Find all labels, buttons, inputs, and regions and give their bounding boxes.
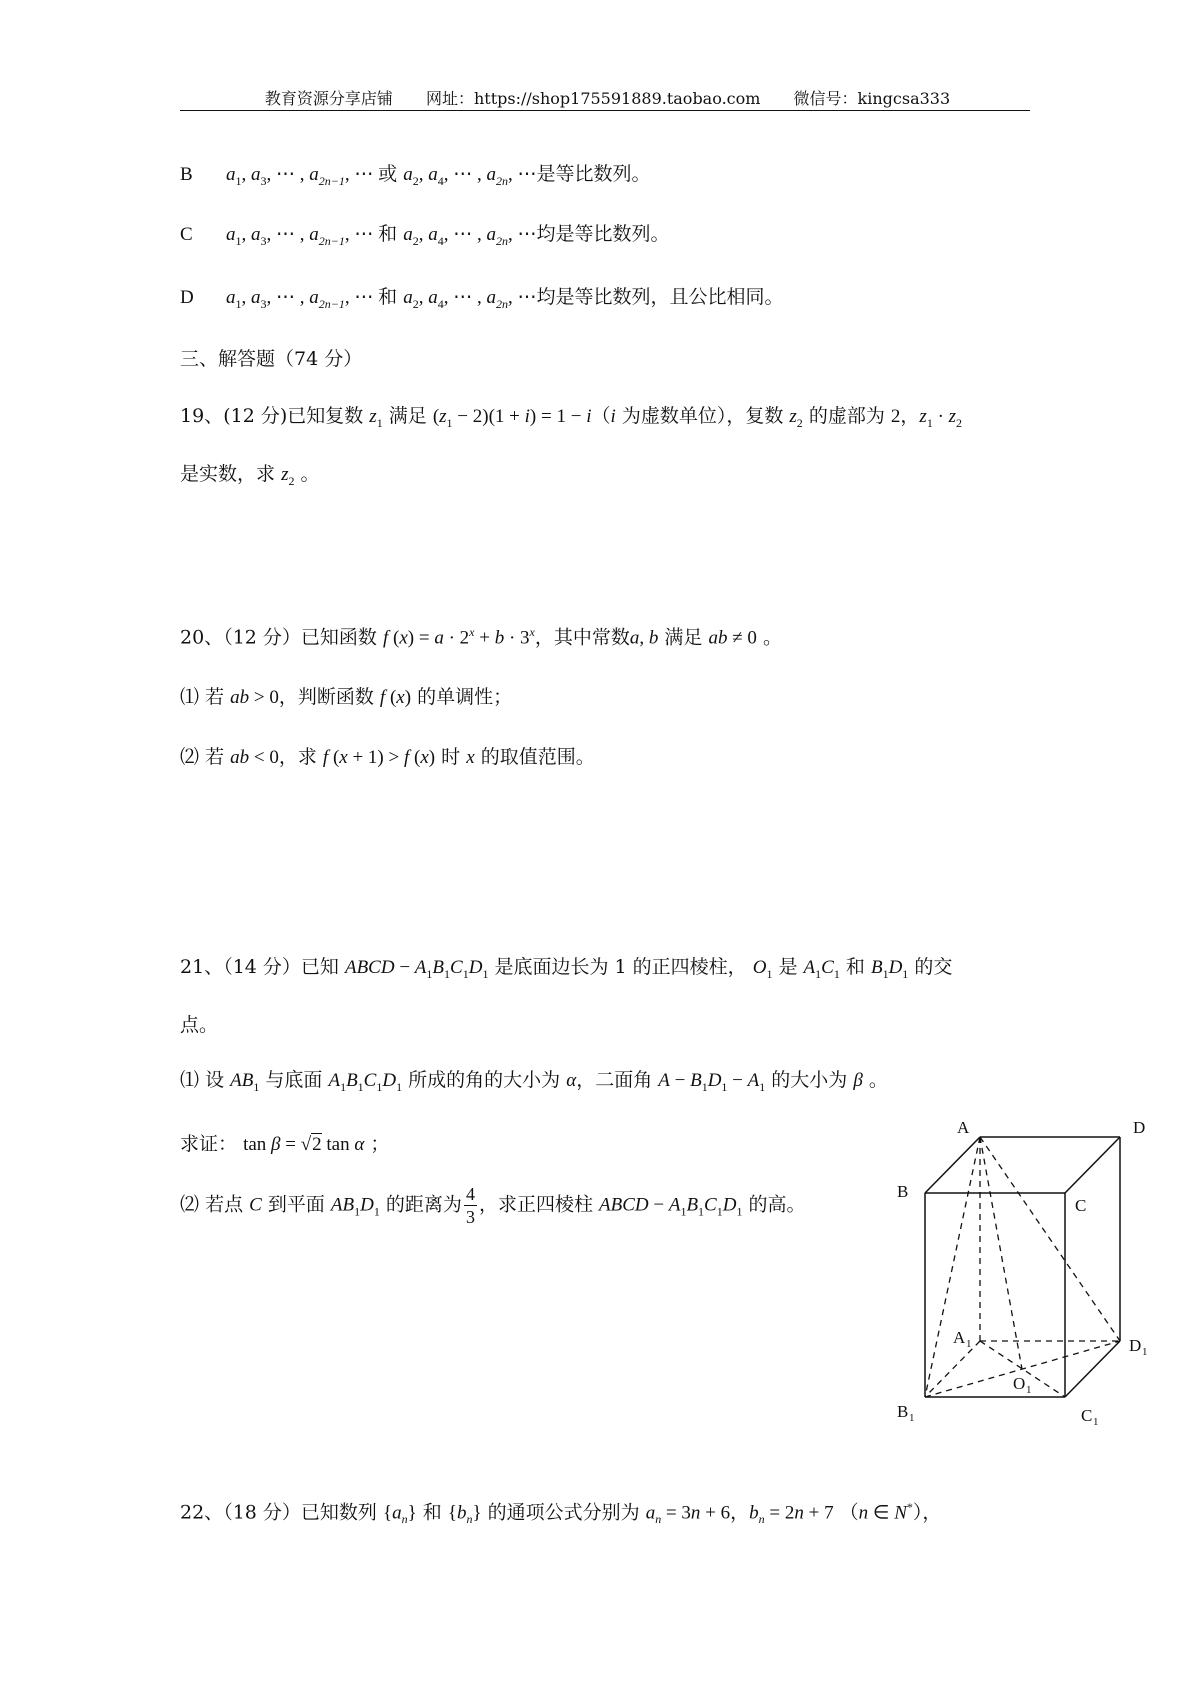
q21-text: 是 bbox=[778, 956, 798, 978]
q19-value: 2 bbox=[890, 406, 901, 427]
q19-text: （ bbox=[591, 405, 611, 427]
question-number: 21、 bbox=[180, 956, 224, 978]
option-connector: 或 bbox=[378, 163, 398, 185]
question-21-prove: 求证： tan β = √2 tan α ； bbox=[180, 1133, 390, 1155]
q20-text: ，其中常数 bbox=[534, 626, 630, 649]
question-21: 21、（14 分）已知 ABCD − $A_1B_1C_1D_1$ 是底面边长为 1 的正四棱柱， $O_1$ 是 $A_1C_1$ 和 $B_1D_1$ 的交 bbox=[180, 956, 953, 981]
label-b: B bbox=[897, 1182, 909, 1201]
q21-text: 的距离为 bbox=[385, 1193, 462, 1216]
option-c: C $a_1$, $a_3$, ⋯ , $a_{2n-1}$, ⋯ 和 $a_2$, $a_4$, ⋯ , $a_{2n}$, ⋯均是等比数列。 bbox=[180, 223, 670, 248]
option-text: 均是等比数列，且公比相同。 bbox=[536, 286, 784, 308]
label-b1: B bbox=[897, 1402, 909, 1421]
label-b1-sub: 1 bbox=[909, 1412, 915, 1424]
q20-text: 的单调性； bbox=[417, 686, 513, 708]
label-o1: O bbox=[1013, 1374, 1026, 1393]
q21-text: 和 bbox=[845, 956, 865, 978]
q21-text: 求证： bbox=[180, 1133, 238, 1155]
q19-text: 已知复数 bbox=[287, 405, 364, 427]
q19-text: 是实数，求 bbox=[180, 463, 276, 485]
part-label: ⑴ bbox=[180, 1069, 200, 1091]
label-a1: A bbox=[953, 1328, 966, 1347]
question-score: （12 分） bbox=[223, 626, 301, 649]
q21-text: 的高。 bbox=[748, 1193, 806, 1216]
question-score: (12 分) bbox=[223, 405, 288, 427]
option-text: 均是等比数列。 bbox=[536, 223, 670, 245]
header-rule bbox=[180, 110, 1030, 111]
part-label: ⑵ bbox=[180, 1193, 200, 1216]
q21-text: ； bbox=[370, 1133, 390, 1155]
header-url: 网址：https://shop175591889.taobao.com bbox=[425, 89, 761, 108]
q22-text: 已知数列 bbox=[300, 1501, 377, 1524]
q20-text: 已知函数 bbox=[300, 626, 377, 649]
question-20: 20、（12 分）已知函数 f $(x) = a \cdot 2^x + b \cdot 3^x$，其中常数a, b 满足 ab ≠ 0 。 bbox=[180, 625, 782, 649]
option-label: C bbox=[180, 224, 193, 245]
q21-text: 与底面 bbox=[265, 1069, 323, 1091]
fraction-denominator: 3 bbox=[465, 1207, 475, 1227]
q19-text: 的虚部为 bbox=[808, 405, 885, 427]
label-c1-sub: 1 bbox=[1093, 1416, 1099, 1428]
q21-text: 设 bbox=[205, 1069, 225, 1091]
q21-text: 的大小为 bbox=[771, 1069, 848, 1091]
q22-text: 和 bbox=[422, 1501, 442, 1524]
q20-text: ，求 bbox=[278, 746, 317, 768]
question-19-line2: 是实数，求 $z_2$ 。 bbox=[180, 463, 320, 488]
label-d: D bbox=[1133, 1118, 1146, 1137]
question-number: 20、 bbox=[180, 626, 224, 649]
question-number: 22、 bbox=[180, 1501, 224, 1524]
question-20-part1: ⑴ 若 ab > 0，判断函数 f (x) 的单调性； bbox=[180, 686, 513, 708]
q20-text: 满足 bbox=[664, 626, 703, 649]
q20-text: 的取值范围。 bbox=[480, 746, 595, 768]
q21-text: 若点 bbox=[205, 1193, 244, 1216]
q21-text: 已知 bbox=[300, 956, 339, 978]
option-text: 是等比数列。 bbox=[536, 163, 651, 185]
question-21-part2: ⑵ 若点 C 到平面 $AB_1D_1$ 的距离为 $\frac{4}{3}$ ，求正四棱柱 ABCD − $A_1B_1C_1D_1$ 的高。 bbox=[180, 1184, 806, 1227]
part-label: ⑵ bbox=[180, 746, 200, 768]
question-score: （14 分） bbox=[223, 956, 301, 978]
option-label: D bbox=[180, 287, 194, 308]
question-22: 22、（18 分）已知数列 $\{a_n\}$ 和 $\{b_n\}$ 的通项公式分别为 $a_n = 3n + 6$，$b_n = 2n + 7$ （n ∈ N*）， bbox=[180, 1500, 942, 1527]
label-a: A bbox=[957, 1118, 970, 1137]
q22-text: （ bbox=[839, 1501, 859, 1524]
question-21-part1: ⑴ 设 $AB_1$ 与底面 $A_1B_1C_1D_1$ 所成的角的大小为 α，二面角 $A - B_1D_1 - A_1$ 的大小为 β 。 bbox=[180, 1069, 888, 1094]
page-header bbox=[180, 86, 1035, 109]
q21-text: 的交 bbox=[914, 956, 953, 978]
q21-text: 所成的角的大小为 bbox=[408, 1069, 561, 1091]
segment-ab1 bbox=[925, 1137, 980, 1397]
label-c1: C bbox=[1081, 1406, 1093, 1425]
q20-text: 若 bbox=[205, 686, 225, 708]
q22-text: 的通项公式分别为 bbox=[487, 1501, 640, 1524]
header-wechat: 微信号：kingcsa333 bbox=[793, 89, 951, 108]
q21-text: 是底面边长为 1 的正四棱柱， bbox=[494, 956, 747, 978]
question-score: （18 分） bbox=[223, 1501, 301, 1524]
fraction-numerator: 4 bbox=[465, 1184, 475, 1204]
edge-dc bbox=[1065, 1137, 1120, 1193]
label-d1-sub: 1 bbox=[1142, 1346, 1148, 1358]
label-o1-sub: 1 bbox=[1026, 1384, 1032, 1396]
q22-text: ）， bbox=[912, 1501, 942, 1524]
option-d: D $a_1$, $a_3$, ⋯ , $a_{2n-1}$, ⋯ 和 $a_2$, $a_4$, ⋯ , $a_{2n}$, ⋯均是等比数列，且公比相同。 bbox=[180, 286, 784, 311]
option-connector: 和 bbox=[378, 286, 398, 308]
label-d1: D bbox=[1129, 1336, 1142, 1355]
question-21-line2: 点。 bbox=[180, 1014, 219, 1036]
fraction bbox=[464, 1183, 477, 1228]
q22-text: ， bbox=[730, 1501, 750, 1524]
label-a1-sub: 1 bbox=[966, 1338, 972, 1350]
edge-ab bbox=[925, 1137, 980, 1193]
segment-ao1 bbox=[980, 1137, 1022, 1369]
q20-text: 时 bbox=[441, 746, 461, 768]
q20-text: 若 bbox=[205, 746, 225, 768]
q19-text: ， bbox=[900, 405, 920, 427]
prism-figure bbox=[885, 1115, 1175, 1460]
q19-text: 满足 bbox=[388, 405, 427, 427]
edge-a1b1 bbox=[925, 1341, 980, 1397]
q21-text: 到平面 bbox=[267, 1193, 325, 1216]
q21-text: ，二面角 bbox=[576, 1069, 653, 1091]
question-19: 19、(12 分)已知复数 $z_1$ 满足 $(z_1 - 2)(1 + i) = 1 - i(i$ 为虚数单位），复数 $z_2$ 的虚部为 2，$z_1 \cdot z_2$ bbox=[180, 405, 963, 430]
header-shop: 教育资源分享店铺 bbox=[264, 89, 393, 108]
question-number: 19、 bbox=[180, 405, 224, 427]
segment-ad1 bbox=[980, 1137, 1120, 1341]
edge-c1d1 bbox=[1065, 1341, 1120, 1397]
q21-text: ，求正四棱柱 bbox=[478, 1193, 593, 1216]
q21-text: 。 bbox=[868, 1069, 888, 1091]
q19-text: 为虚数单位），复数 bbox=[621, 405, 784, 427]
section-title: 三、解答题（74 分） bbox=[180, 348, 363, 370]
q20-text: 。 bbox=[762, 626, 782, 649]
option-b: B $a_1$, $a_3$, ⋯ , $a_{2n-1}$, ⋯ 或 $a_2$, $a_4$, ⋯ , $a_{2n}$, ⋯是等比数列。 bbox=[180, 163, 651, 188]
q20-text: ，判断函数 bbox=[278, 686, 374, 708]
part-label: ⑴ bbox=[180, 686, 200, 708]
option-connector: 和 bbox=[378, 223, 398, 245]
option-label: B bbox=[180, 164, 193, 185]
q19-text: 。 bbox=[300, 463, 320, 485]
question-20-part2: ⑵ 若 ab < 0，求 f (x + 1) > f (x) 时 x 的取值范围。 bbox=[180, 746, 595, 768]
label-c: C bbox=[1075, 1196, 1087, 1215]
